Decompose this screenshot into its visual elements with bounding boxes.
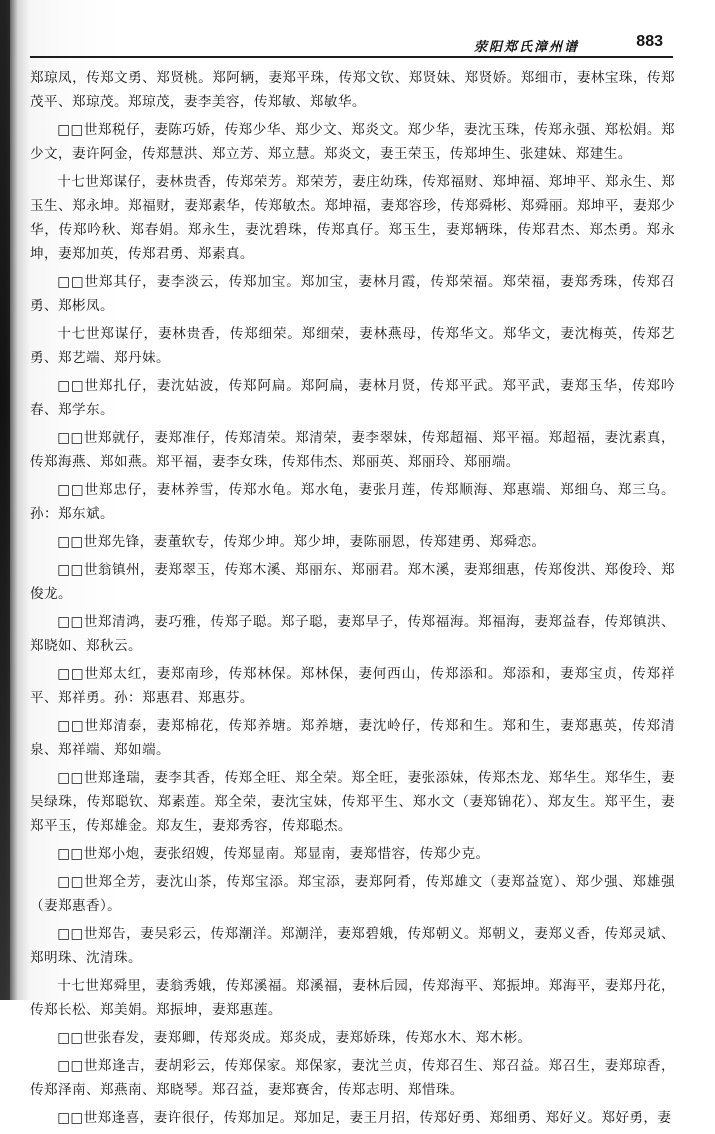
paragraph: □□世郑逢喜，妻许很仔，传郑加足。郑加足，妻王月招，传郑好勇、郑细勇、郑好义。郑好勇，妻 [57, 1110, 672, 1126]
page-number: 883 [636, 33, 663, 50]
paragraph: □□世郑小炮，妻张绍嫂，传郑显南。郑显南，妻郑惜容，传郑少克。 [57, 846, 490, 862]
paragraph: □□世郑清泰，妻郑棉花，传郑养塘。郑养塘，妻沈岭仔，传郑和生。郑和生，妻郑惠英，传郑清泉、郑祥端、郑如端。 [30, 718, 675, 758]
book-spine-shadow [0, 0, 10, 1000]
paragraph: 十七世郑谋仔，妻林贵香，传郑细荣。郑细荣，妻林燕母，传郑华文。郑华文，妻沈梅英，传郑艺勇、郑艺端、郑丹妹。 [30, 326, 675, 366]
paragraph: □□世郑太红，妻郑南珍，传郑林保。郑林保，妻何西山，传郑添和。郑添和，妻郑宝贞，传郑祥平、郑祥勇。孙：郑惠君、郑惠芬。 [30, 666, 675, 706]
paragraph: □□世张春发，妻郑卿，传郑炎成。郑炎成，妻郑娇珠，传郑水木、郑木彬。 [57, 1030, 532, 1046]
paragraph: □□世郑扎仔，妻沈姑波，传郑阿扁。郑阿扁，妻林月贤，传郑平武。郑平武，妻郑玉华，传郑吟春、郑学东。 [30, 378, 675, 418]
paragraph: □□世郑清鸿，妻巧雅，传郑子聪。郑子聪，妻郑早子，传郑福海。郑福海，妻郑益春，传郑镇洪、郑晓如、郑秋云。 [30, 614, 675, 654]
paragraph: 十七世郑谋仔，妻林贵香，传郑荣芳。郑荣芳，妻庄幼珠，传郑福财、郑坤福、郑坤平、郑永生、郑玉生、郑永坤。郑福财，妻郑素华，传郑敏杰。郑坤福，妻郑容珍，传郑舜彬、郑舜丽。郑坤平，妻郑少华，传郑吟秋、郑春娟。郑永生，妻沈碧珠，传郑真仔。郑玉生，妻郑辆珠，传郑君杰、郑杰勇。郑永坤，妻郑加英，传郑君勇、郑素真。 [30, 174, 675, 262]
paragraph: □□世郑忠仔，妻林养雪，传郑水龟。郑水龟，妻张月莲，传郑顺海、郑惠端、郑细乌、郑三乌。孙：郑东斌。 [30, 482, 675, 522]
page-header [30, 30, 673, 58]
paragraph: □□世郑逢瑞，妻李其香，传郑全旺、郑全荣。郑全旺，妻张添妹，传郑杰龙、郑华生。郑华生，妻吴绿珠，传郑聪钦、郑素莲。郑全荣，妻沈宝妹，传郑平生、郑水文（妻郑锦花）、郑友生。郑平生，妻郑平玉，传郑雄金。郑友生，妻郑秀容，传郑聪杰。 [30, 770, 675, 834]
paragraph: 十七世郑舜里，妻翁秀娥，传郑溪福。郑溪福，妻林后园，传郑海平、郑振坤。郑海平，妻郑丹花，传郑长松、郑美娟。郑振坤，妻郑惠莲。 [30, 978, 675, 1018]
paragraph: 郑琼凤，传郑文勇、郑贤桃。郑阿辆，妻郑平珠，传郑文钦、郑贤妹、郑贤娇。郑细市，妻林宝珠，传郑茂平、郑琼茂。郑琼茂，妻李美容，传郑敏、郑敏华。 [30, 70, 675, 110]
paragraph: □□世郑税仔，妻陈巧娇，传郑少华、郑少文、郑炎文。郑少华，妻沈玉珠，传郑永强、郑松娟。郑少文，妻许阿金，传郑慧洪、郑立芳、郑立慧。郑炎文，妻王荣玉，传郑坤生、张建妹、郑建生。 [30, 122, 675, 162]
header-rule [30, 56, 673, 58]
paragraph: □□世郑全芳，妻沈山茶，传郑宝添。郑宝添，妻郑阿肴，传郑雄文（妻郑益宽）、郑少强、郑雄强（妻郑惠香）。 [30, 874, 675, 914]
paragraph: □□世郑告，妻吴彩云，传郑潮洋。郑潮洋，妻郑碧娥，传郑朝义。郑朝义，妻郑义香，传郑灵斌、郑明珠、沈清珠。 [30, 926, 675, 966]
paragraph: □□世翁镇州，妻郑翠玉，传郑木溪、郑丽东、郑丽君。郑木溪，妻郑细惠，传郑俊洪、郑俊玲、郑俊龙。 [30, 562, 675, 602]
paragraph: □□世郑先锋，妻董软专，传郑少坤。郑少坤，妻陈丽恩，传郑建勇、郑舜恋。 [57, 534, 546, 550]
genealogy-text [30, 66, 675, 1134]
running-title: 荥阳郑氏漳州谱 [473, 40, 579, 55]
paragraph: □□世郑就仔，妻郑准仔，传郑清荣。郑清荣，妻李翠妹，传郑超福、郑平福。郑超福，妻沈素真，传郑海燕、郑如燕。郑平福，妻李女珠，传郑伟杰、郑丽英、郑丽玲、郑丽端。 [30, 430, 675, 470]
paragraph: □□世郑其仔，妻李淡云，传郑加宝。郑加宝，妻林月霞，传郑荣福。郑荣福，妻郑秀珠，传郑召勇、郑彬凤。 [30, 274, 675, 314]
paragraph: □□世郑逢吉，妻胡彩云，传郑保家。郑保家，妻沈兰贞，传郑召生、郑召益。郑召生，妻郑琼香，传郑泽南、郑燕南、郑晓琴。郑召益，妻郑赛舍，传郑志明、郑惜珠。 [30, 1058, 675, 1098]
